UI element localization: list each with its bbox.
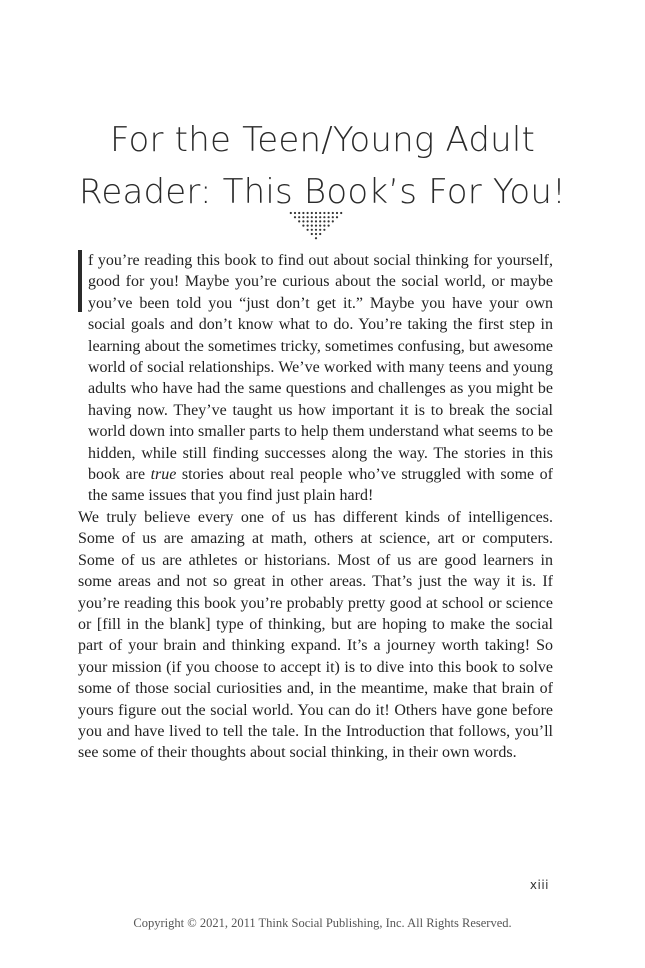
paragraph-2 bbox=[78, 507, 553, 764]
chapter-title-line-2: Reader: This Book’s For You! bbox=[79, 172, 566, 212]
paragraph-1-emphasis: true bbox=[150, 466, 177, 484]
copyright-notice: Copyright © 2021, 2011 Think Social Publishing, Inc. All Rights Reserved. bbox=[133, 916, 512, 930]
dotted-triangle-ornament-icon bbox=[286, 210, 346, 242]
chapter-title-line-1: For the Teen/Young Adult bbox=[109, 120, 536, 160]
paragraph-2-text: We truly believe every one of us has different kinds of intelligences. Some of us are amazing at math, others at science, art or computers. Some of us are athletes or historians. Most of us are good learners in some areas and not so great in other areas. That’s just the way it is. If you’re reading this book you’re probably pretty good at school or science or [fill in the blank] type of thinking, but are hoping to make the social part of your brain and thinking expand. It’s a journey worth taking! So your mission (if you choose to accept it) is to dive into this book to solve some of those social curiosities and, in the meantime, make that brain of yours figure out the social world. You can do it! Others have gone before you and have lived to tell the tale. In the Introduction that follows, you’ll see some of their thoughts about social thinking, in their own words. bbox=[78, 508, 553, 762]
paragraph-1-text: f you’re reading this book to find out about social thinking for yourself, good for you! Maybe you’re curious about the social world, or maybe you’ve been told you “just don’t get it.” Maybe you have your own social goals and don’t know what to do. You’re taking the first step in learning about the sometimes tricky, sometimes confusing, but awesome world of social relationships. We’ve worked with many teens and young adults who have had the same questions and challenges as you might be having now. They’ve taught us how important it is to break the social world down into smaller parts to help them understand what seems to be hidden, while still finding successes along the way. The stories in this book are bbox=[88, 252, 553, 484]
page-number: xiii bbox=[529, 878, 549, 892]
chapter-title bbox=[40, 114, 605, 218]
drop-cap-bar bbox=[78, 250, 82, 312]
body-text bbox=[78, 250, 553, 764]
paragraph-1-end: stories about real people who’ve struggled with some of the same issues that you find just plain hard! bbox=[88, 466, 553, 505]
paragraph-1 bbox=[78, 250, 553, 507]
